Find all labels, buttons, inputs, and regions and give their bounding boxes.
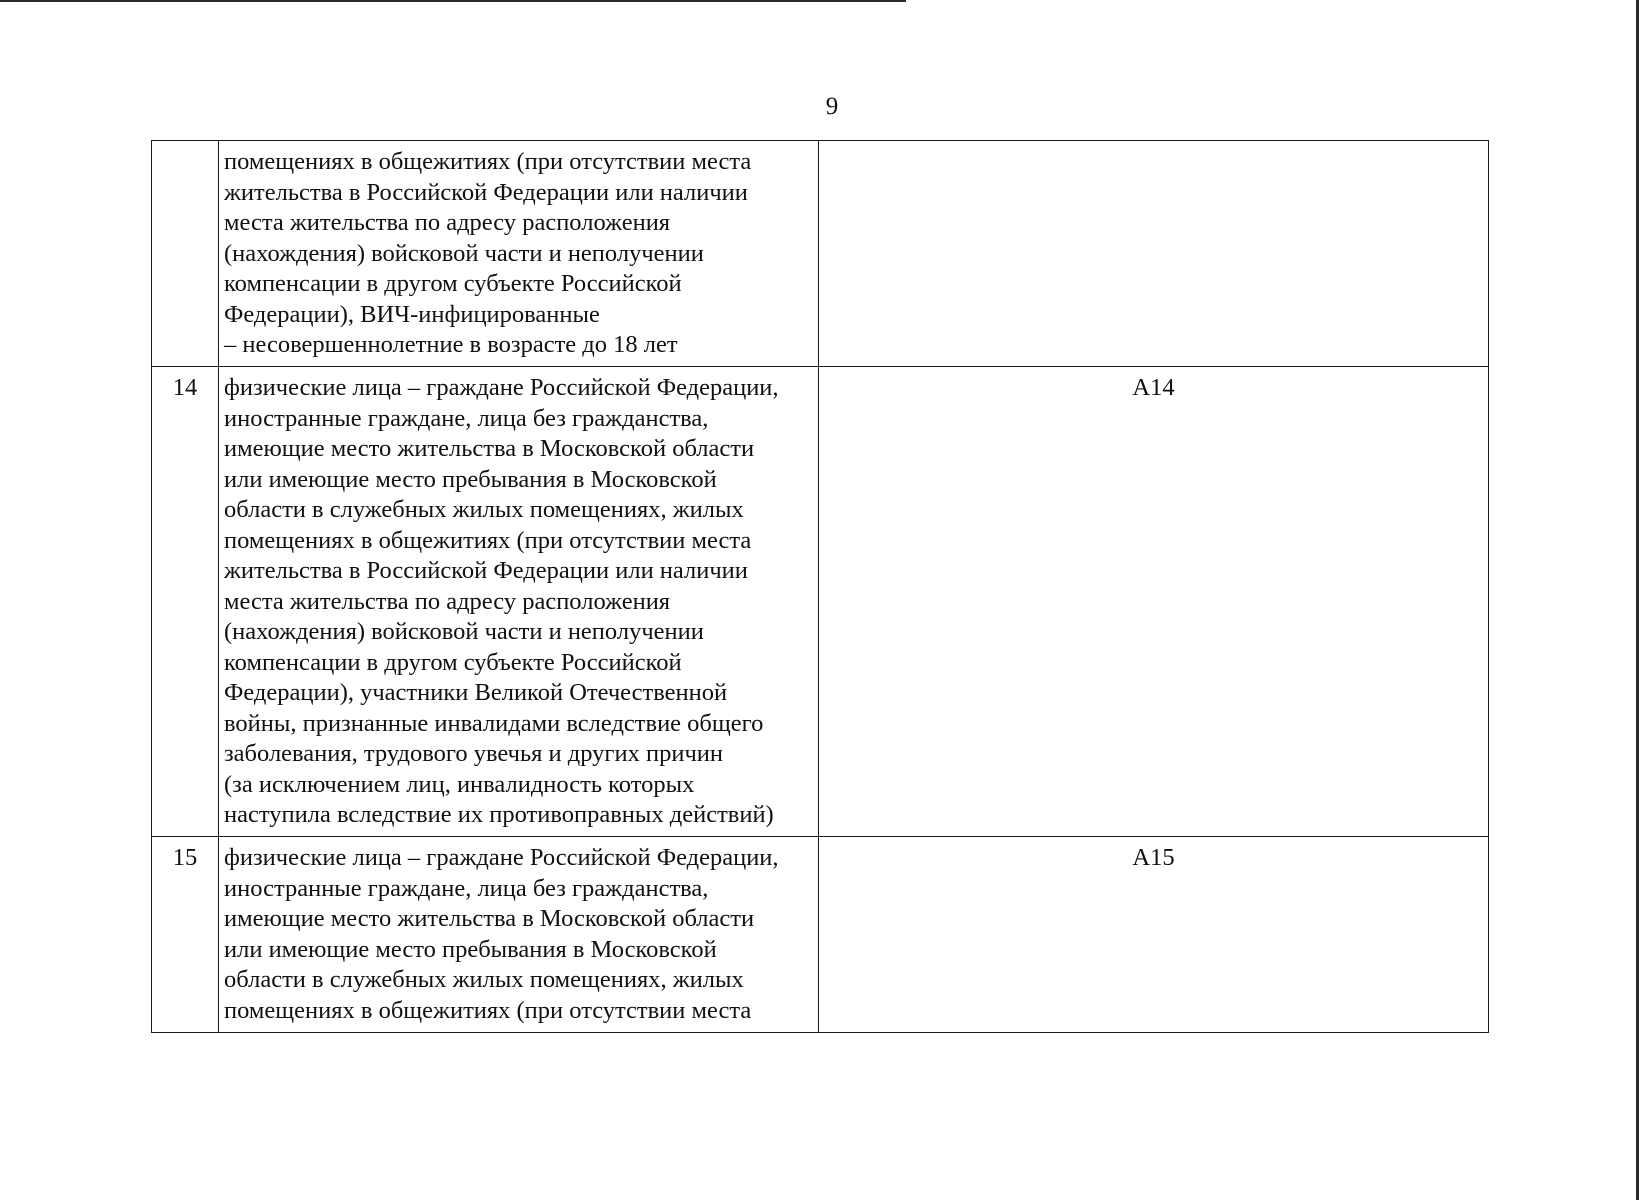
description-line: (нахождения) войсковой части и неполучении <box>224 239 704 267</box>
row-code-cell: А15 <box>819 837 1489 1033</box>
description-line: (нахождения) войсковой части и неполучении <box>224 618 704 645</box>
description-line: места жительства по адресу расположения <box>224 587 671 615</box>
description-line: помещениях в общежитиях (при отсутствии места <box>224 996 752 1024</box>
benefits-table <box>151 140 1489 1033</box>
description-line: физические лица – граждане Российской Федерации, <box>224 374 779 401</box>
description-line: Федерации), участники Великой Отечественной <box>224 679 728 706</box>
row-description-cell <box>219 837 819 1033</box>
description-line: – несовершеннолетние в возрасте до 18 лет <box>224 331 678 358</box>
description-line: жительства в Российской Федерации или наличии <box>224 557 748 584</box>
row-number-cell: 14 <box>152 367 219 837</box>
scan-edge-top <box>0 0 906 2</box>
description-line: области в служебных жилых помещениях, жилых <box>224 966 744 993</box>
row-number-cell: 15 <box>152 837 219 1033</box>
description-line: имеющие место жительства в Московской области <box>224 905 755 932</box>
description-line: (за исключением лиц, инвалидность которых <box>224 770 695 798</box>
description-line: иностранные граждане, лица без гражданства, <box>224 404 709 432</box>
page-number: 9 <box>825 93 839 120</box>
description-line: области в служебных жилых помещениях, жилых <box>224 496 744 523</box>
description-line: помещениях в общежитиях (при отсутствии места <box>224 148 752 175</box>
table-row-15 <box>152 837 1489 1033</box>
description-line: жительства в Российской Федерации или наличии <box>224 178 748 206</box>
description-line: физические лица – граждане Российской Федерации, <box>224 844 779 871</box>
description-line: места жительства по адресу расположения <box>224 209 671 236</box>
description-line: Федерации), ВИЧ-инфицированные <box>224 300 600 328</box>
row-description-cell <box>219 141 819 367</box>
table-row-continued <box>152 141 1489 367</box>
description-line: наступила вследствие их противоправных действий) <box>224 801 774 828</box>
row-code-cell: А14 <box>819 367 1489 837</box>
description-line: или имеющие место пребывания в Московской <box>224 935 717 963</box>
table-row-14 <box>152 367 1489 837</box>
description-line: компенсации в другом субъекте Российской <box>224 648 682 676</box>
row-number-cell <box>152 141 219 367</box>
row-code-cell <box>819 141 1489 367</box>
description-line: помещениях в общежитиях (при отсутствии места <box>224 526 752 554</box>
description-line: или имеющие место пребывания в Московской <box>224 465 717 493</box>
description-line: иностранные граждане, лица без гражданства, <box>224 874 709 902</box>
row-description-cell <box>219 367 819 837</box>
description-line: войны, признанные инвалидами вследствие общего <box>224 709 764 737</box>
description-line: заболевания, трудового увечья и других причин <box>224 740 723 767</box>
description-line: имеющие место жительства в Московской области <box>224 435 755 462</box>
description-line: компенсации в другом субъекте Российской <box>224 270 682 297</box>
